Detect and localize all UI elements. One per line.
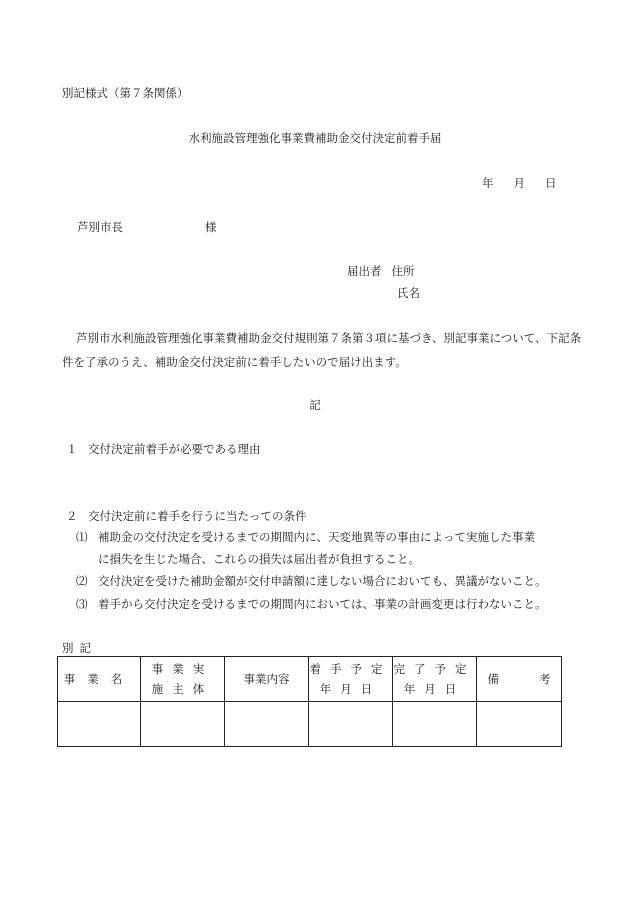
section-2-text: 交付決定前に着手を行うに当たっての条件 <box>88 509 307 523</box>
submitter-name-label: 氏名 <box>397 286 420 300</box>
submitter-line <box>347 263 415 279</box>
section-1-number: １ <box>66 442 78 456</box>
appendix-table <box>57 656 562 747</box>
section-2-number: ２ <box>66 509 78 523</box>
ki-heading: 記 <box>309 398 321 412</box>
cell-remarks[interactable] <box>477 702 562 747</box>
section-1 <box>66 441 261 457</box>
condition-1-line2: に損失を生じた場合、これらの損失は届出者が負担すること。 <box>98 552 420 566</box>
cell-project-content[interactable] <box>225 702 309 747</box>
body-text: 芦別市水利施設管理強化事業費補助金交付規則第７条第３項に基づき、別記事業について、下記条件を了承のうえ、補助金交付決定前に着手したいので届け出ます。 <box>62 331 582 369</box>
condition-1-line1: 補助金の交付決定を受けるまでの期間内に、天変地異等の事由によって実施した事業 <box>98 530 535 544</box>
date-day: 日 <box>545 176 557 190</box>
addressee-name: 芦別市長 <box>77 220 123 234</box>
header-implementer: 事業実 施主体 <box>141 657 225 702</box>
submitter-address-label: 住所 <box>391 264 415 278</box>
header-remarks: 備 考 <box>477 657 562 702</box>
condition-2 <box>76 570 576 592</box>
appendix-label: 別記 <box>62 641 97 655</box>
document-title: 水利施設管理強化事業費補助金交付決定前着手届 <box>188 131 442 145</box>
section-2 <box>66 508 307 524</box>
date-year: 年 <box>482 176 494 190</box>
cell-project-name[interactable] <box>58 702 141 747</box>
submitter-label: 届出者 <box>347 264 382 278</box>
condition-3 <box>76 593 576 615</box>
date-line <box>482 175 557 191</box>
cell-implementer[interactable] <box>141 702 225 747</box>
condition-3-line1: 着手から交付決定を受けるまでの期間内においては、事業の計画変更は行わないこと。 <box>98 597 547 611</box>
condition-1-number: ⑴ <box>76 530 88 544</box>
condition-1 <box>76 526 576 570</box>
body-paragraph <box>62 326 582 374</box>
cell-end-date[interactable] <box>393 702 477 747</box>
date-month: 月 <box>513 176 525 190</box>
addressee <box>77 219 217 235</box>
condition-3-number: ⑶ <box>76 597 88 611</box>
section-1-text: 交付決定前着手が必要である理由 <box>88 442 261 456</box>
cell-start-date[interactable] <box>309 702 393 747</box>
condition-2-line1: 交付決定を受けた補助金額が交付申請額に達しない場合においても、異議がないこと。 <box>98 574 547 588</box>
header-project-content: 事業内容 <box>225 657 309 702</box>
addressee-honorific: 様 <box>205 220 217 234</box>
table-row <box>58 702 562 747</box>
header-start-date: 着手予定 年月日 <box>309 657 393 702</box>
header-project-name: 事業名 <box>58 657 141 702</box>
form-label: 別記様式（第７条関係） <box>62 86 189 100</box>
condition-2-number: ⑵ <box>76 574 88 588</box>
header-end-date: 完了予定 年月日 <box>393 657 477 702</box>
table-header-row <box>58 657 562 702</box>
